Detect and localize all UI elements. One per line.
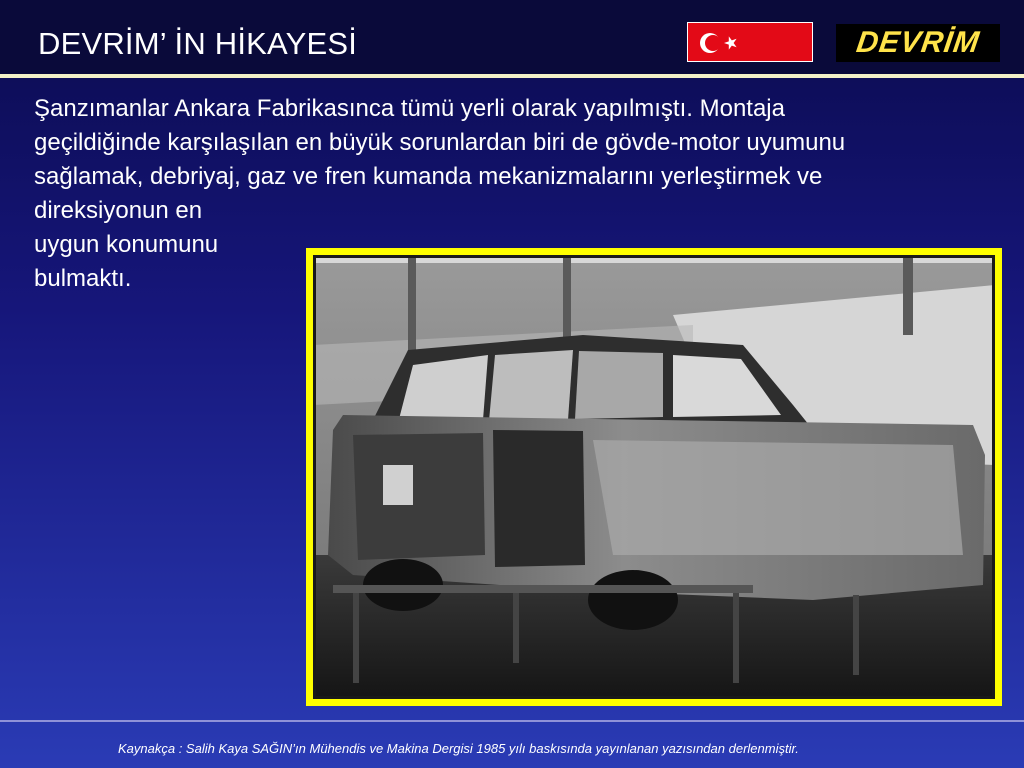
body-line: sağlamak, debriyaj, gaz ve fren kumanda mekanizmalarını yerleştirmek ve <box>34 163 823 190</box>
footer-source: Kaynakça : Salih Kaya SAĞIN’ın Mühendis ve Makina Dergisi 1985 yılı baskısında yayınlanan yazısından derlenmiştir. <box>118 741 799 756</box>
car-body-photo <box>313 255 995 699</box>
brand-logo <box>836 24 1000 62</box>
header-bar <box>0 0 1024 74</box>
body-line: geçildiğinde karşılaşılan en büyük sorunlardan biri de gövde-motor uyumunu <box>34 129 846 156</box>
turkish-flag-icon <box>694 29 738 57</box>
brand-logo-text: DEVRİM <box>854 26 982 59</box>
footer-divider <box>0 720 1024 722</box>
flag-badge <box>687 22 813 62</box>
body-line: direksiyonun en <box>34 197 203 224</box>
body-line: Şanzımanlar Ankara Fabrikasınca tümü yerli olarak yapılmıştı. Montaja <box>34 95 785 122</box>
body-line: uygun konumunu <box>34 231 219 258</box>
body-line: bulmaktı. <box>34 265 132 292</box>
photo-frame <box>306 248 1002 706</box>
header-divider <box>0 74 1024 78</box>
slide-title: DEVRİM’ İN HİKAYESİ <box>38 26 358 61</box>
